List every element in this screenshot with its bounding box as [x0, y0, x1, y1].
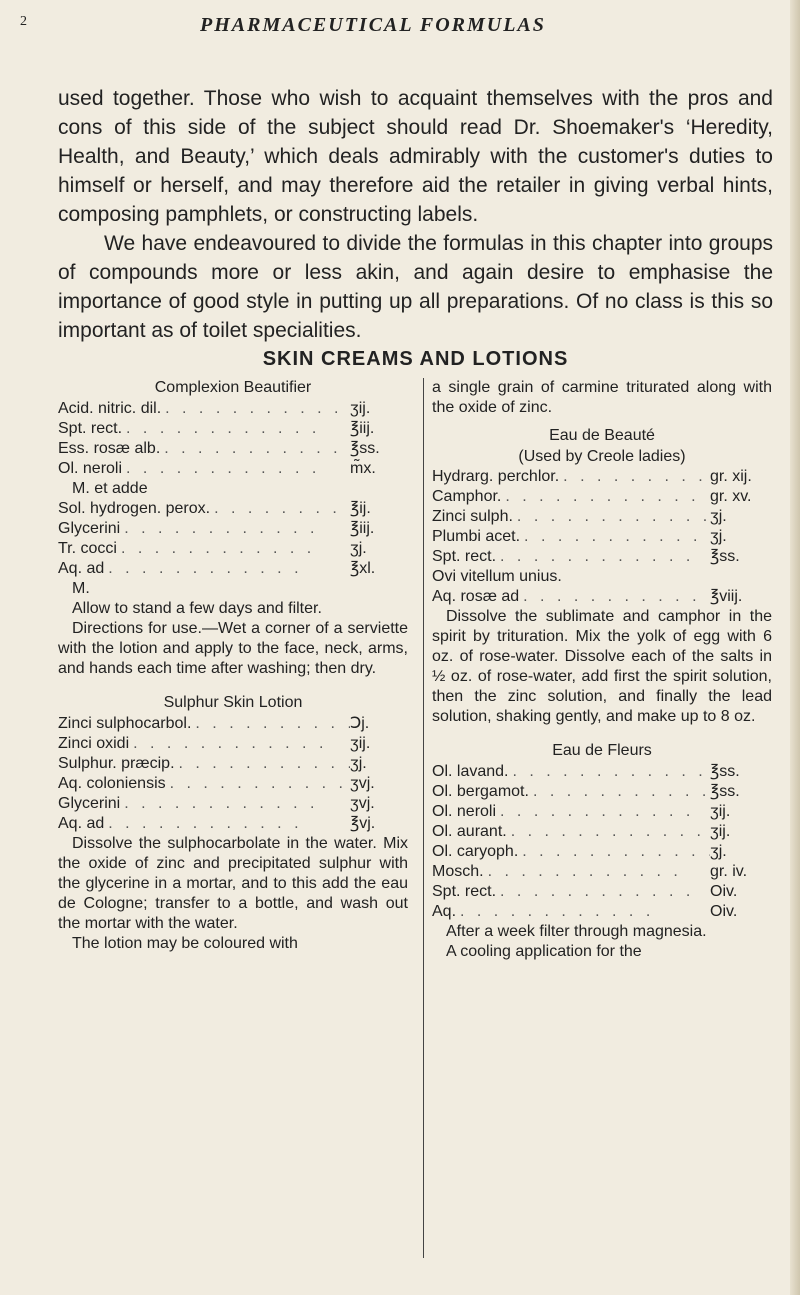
ingredient-row: Mosch. . . gr. iv.	[432, 862, 772, 882]
ingredient-row: Hydrarg. perchlor. . . gr. xij.	[432, 467, 772, 487]
ingredient-row: Sulphur. præcip. . . ʒj.	[58, 754, 408, 774]
ingredient-row: Spt. rect. . . ℥iij.	[58, 419, 408, 439]
ingredient-row: Aq. . . Oiv.	[432, 902, 772, 922]
ingredient-row: Aq. rosæ ad . . ℥viij.	[432, 587, 772, 607]
intro-paragraph-1: used together. Those who wish to acquaint themselves with the pros and cons of this side of the subject should read Dr. Shoemaker's ‘Heredity, Health, and Beauty,’ which deals admirably with the customer's duties to himself or herself, and may therefore aid the retailer in giving verbal hints, composing pamphlets, or constructing labels.	[58, 87, 773, 226]
complexion-ingredients-2	[58, 499, 408, 579]
ingredient-row: Spt. rect. . . ℥ss.	[432, 547, 772, 567]
eau-beaute-dissolve-text: Dissolve the sublimate and camphor in the spirit by trituration. Mix the yolk of egg with 6 oz. of rose-water. Dissolve each of the salts in ½ oz. of rose-water, add first the spirit solution, then the zinc solution, and finally the lead solution, shaking gently, and make up to 8 oz.	[432, 608, 772, 725]
sulphur-title: Sulphur Skin Lotion	[163, 694, 303, 711]
eau-beaute-ingredients	[432, 467, 772, 567]
ingredient-row: Zinci sulph. . . ʒj.	[432, 507, 772, 527]
ingredient-row: Zinci oxidi . . ʒij.	[58, 734, 408, 754]
ingredient-row: Glycerini . . ℥iij.	[58, 519, 408, 539]
mix-note: M. et adde	[72, 480, 148, 497]
running-title: PHARMACEUTICAL FORMULAS	[200, 14, 546, 36]
allow-text: Allow to stand a few days and filter.	[72, 600, 322, 617]
ingredient-row: Aq. ad . . ℥vj.	[58, 814, 408, 834]
eau-beaute-title: Eau de Beauté	[549, 427, 655, 444]
eau-fleurs-after-text: After a week filter through magnesia.	[446, 923, 707, 940]
ingredient-row: Aq. coloniensis . . ʒvj.	[58, 774, 408, 794]
ingredient-row: Ol. aurant. . . ʒij.	[432, 822, 772, 842]
ingredient-row: Ess. rosæ alb. . . ℥ss.	[58, 439, 408, 459]
ingredient-row: Acid. nitric. dil. . . ʒij.	[58, 399, 408, 419]
ingredient-row: Spt. rect. . . Oiv.	[432, 882, 772, 902]
sulphur-dissolve-text: Dissolve the sulphocarbolate in the water. Mix the oxide of zinc and precipitated sulphur with the glycerine in a mortar, and to this add the eau de Cologne; transfer to a bottle, and wash out the mortar with the water.	[58, 835, 408, 932]
sulphur-coloured-text: The lotion may be coloured with	[72, 935, 298, 952]
ingredient-row: Zinci sulphocarbol. . . Ↄj.	[58, 714, 408, 734]
ingredient-row: Ol. bergamot. . . ℥ss.	[432, 782, 772, 802]
eau-beaute-subtitle: (Used by Creole ladies)	[518, 448, 686, 465]
ingredient-row: Ol. neroli . . ʒij.	[432, 802, 772, 822]
page-edge	[790, 0, 800, 1295]
eau-fleurs-title: Eau de Fleurs	[552, 742, 652, 759]
ingredient-row: Sol. hydrogen. perox. . . ℥ij.	[58, 499, 408, 519]
sulphur-ingredients	[58, 714, 408, 834]
intro-paragraph-2: We have endeavoured to divide the formulas in this chapter into groups of compounds more or less akin, and again desire to emphasise the importance of good style in putting up all preparations. Of no class is this so important as of toilet specialities.	[58, 232, 773, 342]
ingredient-row: Ol. caryoph. . . ʒj.	[432, 842, 772, 862]
section-title: SKIN CREAMS AND LOTIONS	[262, 348, 569, 370]
complexion-ingredients-1	[58, 399, 408, 479]
ingredient-row: Glycerini . . ʒvj.	[58, 794, 408, 814]
ingredient-row: Ol. neroli . . m̃x.	[58, 459, 408, 479]
continuation-text: a single grain of carmine triturated along with the oxide of zinc.	[432, 379, 772, 416]
complexion-title: Complexion Beautifier	[154, 379, 312, 396]
ingredient-row: Aq. ad . . ℥xl.	[58, 559, 408, 579]
ingredient-row: Tr. cocci . . ʒj.	[58, 539, 408, 559]
cooling-text: A cooling application for the	[446, 943, 642, 960]
directions-text: Directions for use.—Wet a corner of a serviette with the lotion and apply to the face, neck, arms, and hands each time after washing; then dry.	[58, 620, 408, 677]
intro-text	[58, 84, 773, 345]
left-column	[58, 378, 408, 954]
ingredient-row: Ol. lavand. . . ℥ss.	[432, 762, 772, 782]
eau-fleurs-ingredients	[432, 762, 772, 922]
m-note: M.	[72, 580, 90, 597]
column-divider	[423, 378, 424, 1258]
right-column	[432, 378, 772, 962]
plain-ingredient: Ovi vitellum unius.	[432, 568, 562, 585]
ingredient-row: Plumbi acet. . . ʒj.	[432, 527, 772, 547]
page-number: 2	[20, 14, 27, 29]
ingredient-row: Camphor. . . gr. xv.	[432, 487, 772, 507]
